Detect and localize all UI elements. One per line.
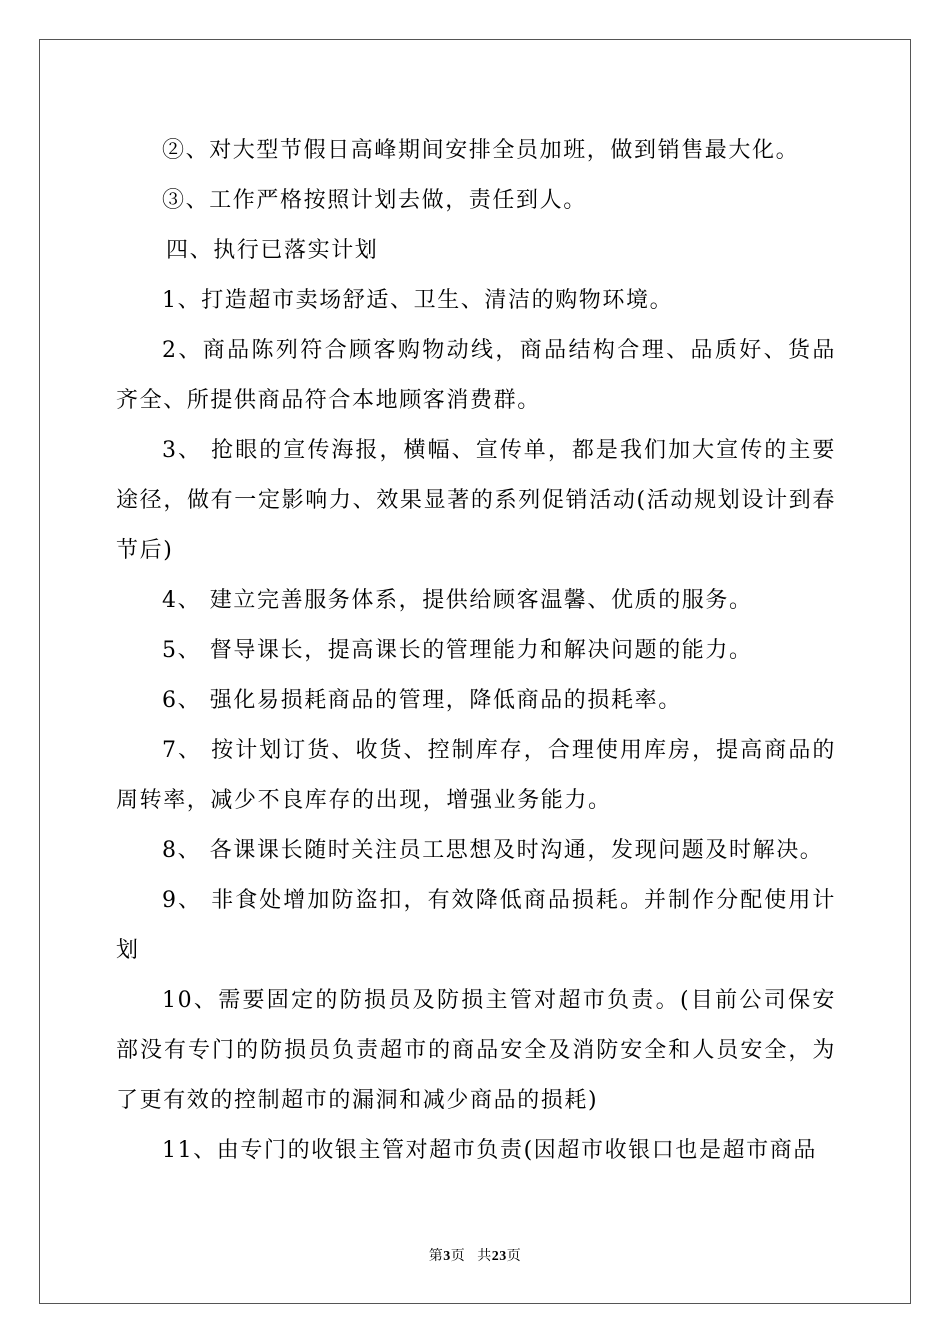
paragraph: ③、工作严格按照计划去做，责任到人。 bbox=[162, 188, 587, 213]
paragraph: 9、 非食处增加防盗扣，有效降低商品损耗。并制作分配使用计划 bbox=[116, 888, 836, 963]
paragraph: 7、 按计划订货、收货、控制库存，合理使用库房，提高商品的周转率，减少不良库存的出现，增强业务能力。 bbox=[116, 738, 836, 813]
paragraph: ②、对大型节假日高峰期间安排全员加班，做到销售最大化。 bbox=[162, 138, 800, 163]
paragraph: 3、 抢眼的宣传海报，横幅、宣传单，都是我们加大宣传的主要途径，做有一定影响力、效果显著的系列促销活动(活动规划设计到春节后) bbox=[116, 438, 836, 563]
document-body bbox=[116, 126, 836, 1176]
paragraph: 2、商品陈列符合顾客购物动线，商品结构合理、品质好、货品齐全、所提供商品符合本地顾客消费群。 bbox=[116, 338, 836, 413]
paragraph: 8、 各课课长随时关注员工思想及时沟通，发现问题及时解决。 bbox=[162, 838, 824, 863]
paragraph: 1、打造超市卖场舒适、卫生、清洁的购物环境。 bbox=[162, 288, 674, 313]
paragraph: 6、 强化易损耗商品的管理，降低商品的损耗率。 bbox=[162, 688, 682, 713]
paragraph: 5、 督导课长，提高课长的管理能力和解决问题的能力。 bbox=[162, 638, 753, 663]
page-number: 3 bbox=[443, 1249, 451, 1264]
total-pages: 23 bbox=[491, 1249, 507, 1264]
paragraph: 11、由专门的收银主管对超市负责(因超市收银口也是超市商品 bbox=[162, 1138, 817, 1163]
paragraph: 10、需要固定的防损员及防损主管对超市负责。(目前公司保安部没有专门的防损员负责超市的商品安全及消防安全和人员安全，为了更有效的控制超市的漏洞和减少商品的损耗) bbox=[116, 988, 836, 1113]
total-prefix: 共 bbox=[477, 1249, 492, 1264]
section-heading: 四、执行已落实计划 bbox=[166, 238, 379, 263]
paragraph: 4、 建立完善服务体系，提供给顾客温馨、优质的服务。 bbox=[162, 588, 753, 613]
total-suffix: 页 bbox=[506, 1249, 522, 1264]
page-footer bbox=[0, 1245, 950, 1265]
page-prefix: 第 bbox=[428, 1249, 444, 1264]
page-suffix: 页 bbox=[450, 1249, 466, 1264]
